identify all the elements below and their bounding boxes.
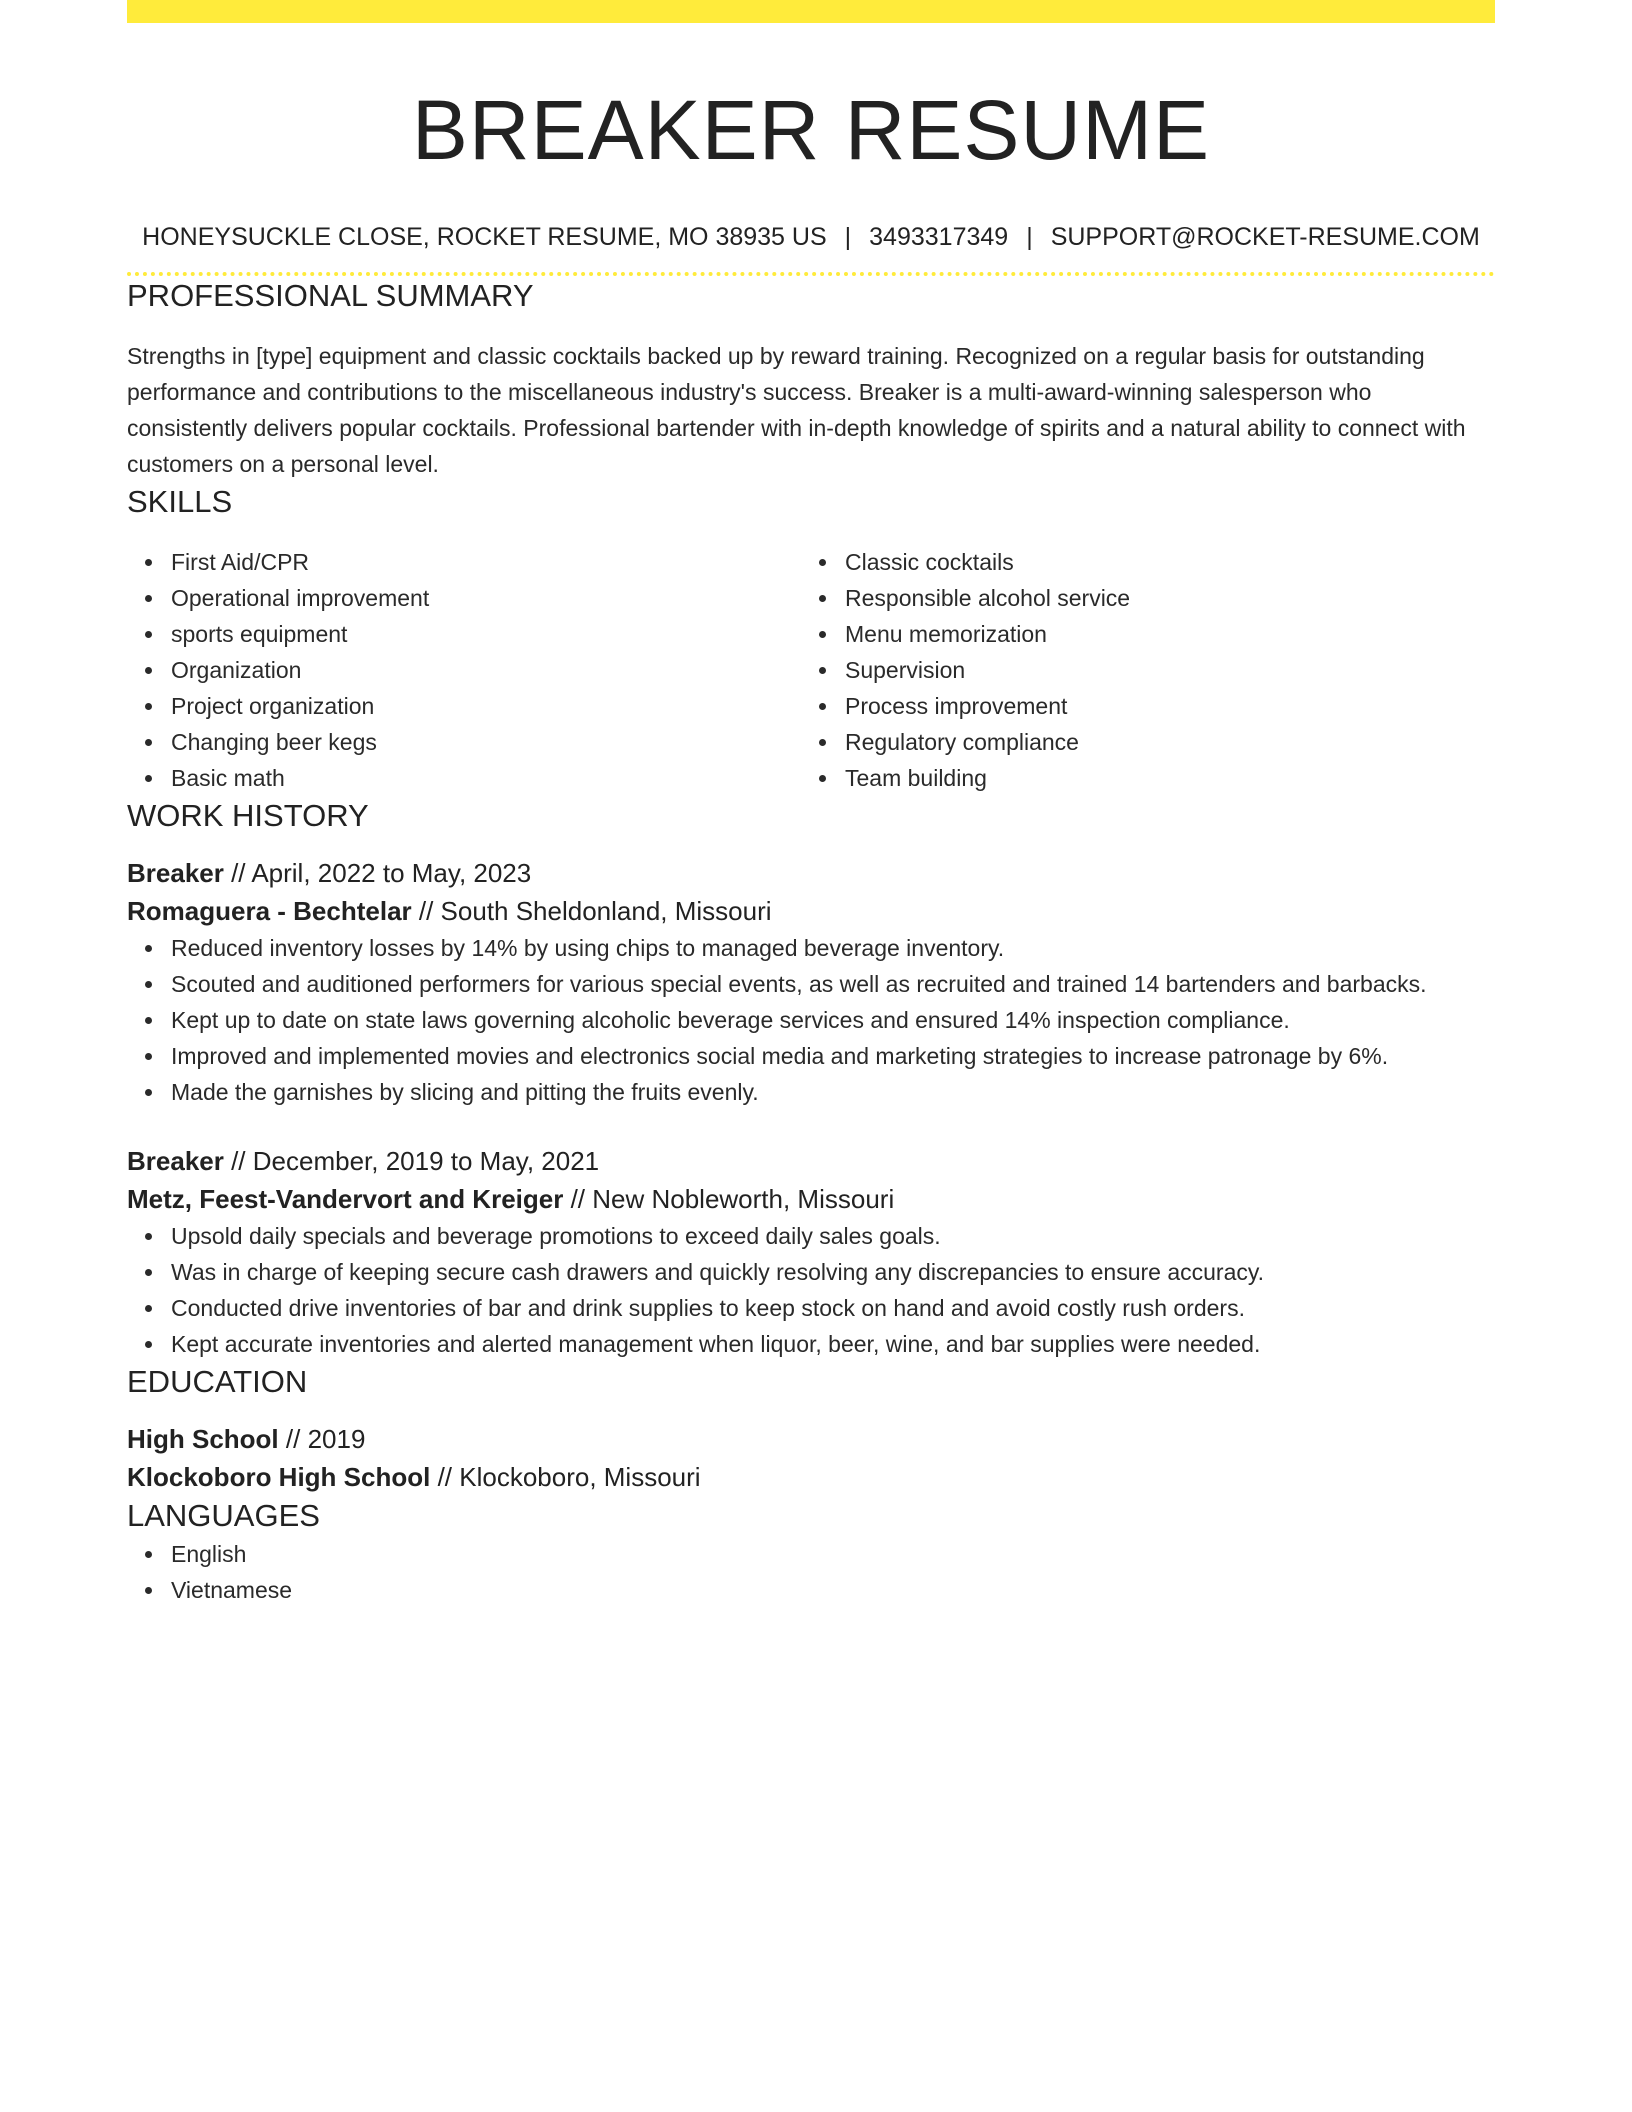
job-company: Metz, Feest-Vandervort and Kreiger [127, 1184, 564, 1214]
education-school: Klockoboro High School [127, 1462, 431, 1492]
section-title-education: EDUCATION [127, 1364, 308, 1399]
job-bullet: Improved and implemented movies and electronics social media and marketing strategies to increase patronage by 6%. [171, 1038, 1495, 1074]
summary-text: Strengths in [type] equipment and classic cocktails backed up by reward training. Recognized on a regular basis for outstanding performance and contributions to the miscellaneous industry's success. Breaker is a multi-award-winning salesperson who consistently delivers popular cocktails. Professional bartender with in-depth knowledge of spirits and a natural ability to connect with customers on a personal level. [127, 343, 1466, 477]
contact-address: HONEYSUCKLE CLOSE, ROCKET RESUME, MO 38935 US [142, 223, 827, 251]
job-role-line [127, 1142, 1495, 1180]
contact-separator: | [1026, 223, 1033, 251]
job-location: // New Nobleworth, Missouri [563, 1184, 895, 1214]
job-bullet: Made the garnishes by slicing and pitting the fruits evenly. [171, 1074, 1495, 1110]
skill-item: Operational improvement [171, 580, 801, 616]
job-bullet: Upsold daily specials and beverage promotions to exceed daily sales goals. [171, 1218, 1495, 1254]
job-location: // South Sheldonland, Missouri [411, 896, 772, 926]
skills-column-left [127, 544, 801, 796]
job-bullet: Reduced inventory losses by 14% by using chips to managed beverage inventory. [171, 930, 1495, 966]
contact-line [127, 220, 1495, 254]
job-dates: // April, 2022 to May, 2023 [223, 858, 532, 888]
job-bullet: Kept accurate inventories and alerted management when liquor, beer, wine, and bar supplies were needed. [171, 1326, 1495, 1362]
skill-item: Responsible alcohol service [845, 580, 1475, 616]
job-role: Breaker [127, 1146, 224, 1176]
job-company: Romaguera - Bechtelar [127, 896, 412, 926]
skill-item: Process improvement [845, 688, 1475, 724]
job-bullets [127, 1218, 1495, 1362]
education-year: // 2019 [278, 1424, 366, 1454]
job-bullet: Was in charge of keeping secure cash drawers and quickly resolving any discrepancies to ensure accuracy. [171, 1254, 1495, 1290]
skill-item: First Aid/CPR [171, 544, 801, 580]
language-item: Vietnamese [171, 1572, 1495, 1608]
job-company-line [127, 892, 1495, 930]
skill-item: Basic math [171, 760, 801, 796]
job-role: Breaker [127, 858, 224, 888]
job-company-line [127, 1180, 1495, 1218]
job-role-line [127, 854, 1495, 892]
skill-item: Menu memorization [845, 616, 1475, 652]
resume-name: BREAKER RESUME [411, 83, 1211, 177]
education-school-line [127, 1458, 1495, 1496]
skill-item: Regulatory compliance [845, 724, 1475, 760]
contact-phone: 3493317349 [869, 223, 1009, 251]
contact-separator: | [844, 223, 852, 251]
language-item: English [171, 1536, 1495, 1572]
section-title-skills: SKILLS [127, 484, 233, 519]
contact-email: SUPPORT@ROCKET-RESUME.COM [1050, 223, 1480, 251]
job-bullets [127, 930, 1495, 1110]
section-title-summary: PROFESSIONAL SUMMARY [127, 278, 534, 313]
resume-content [127, 0, 1495, 1608]
skill-item: Organization [171, 652, 801, 688]
job-bullet: Kept up to date on state laws governing alcoholic beverage services and ensured 14% inspection compliance. [171, 1002, 1495, 1038]
languages-list [127, 1536, 1495, 1608]
skill-item: Supervision [845, 652, 1475, 688]
education-location: // Klockoboro, Missouri [430, 1462, 701, 1492]
skill-item: sports equipment [171, 616, 801, 652]
skill-item: Changing beer kegs [171, 724, 801, 760]
job-bullet: Conducted drive inventories of bar and drink supplies to keep stock on hand and avoid costly rush orders. [171, 1290, 1495, 1326]
skill-item: Team building [845, 760, 1475, 796]
education-degree-line [127, 1420, 1495, 1458]
education-degree: High School [127, 1424, 279, 1454]
skill-item: Classic cocktails [845, 544, 1475, 580]
job-dates: // December, 2019 to May, 2021 [223, 1146, 600, 1176]
skills-grid [127, 544, 1495, 796]
skills-column-right [801, 544, 1475, 796]
skill-item: Project organization [171, 688, 801, 724]
job-bullet: Scouted and auditioned performers for various special events, as well as recruited and trained 14 bartenders and barbacks. [171, 966, 1495, 1002]
section-title-languages: LANGUAGES [127, 1498, 320, 1533]
section-title-work-history: WORK HISTORY [127, 798, 369, 833]
